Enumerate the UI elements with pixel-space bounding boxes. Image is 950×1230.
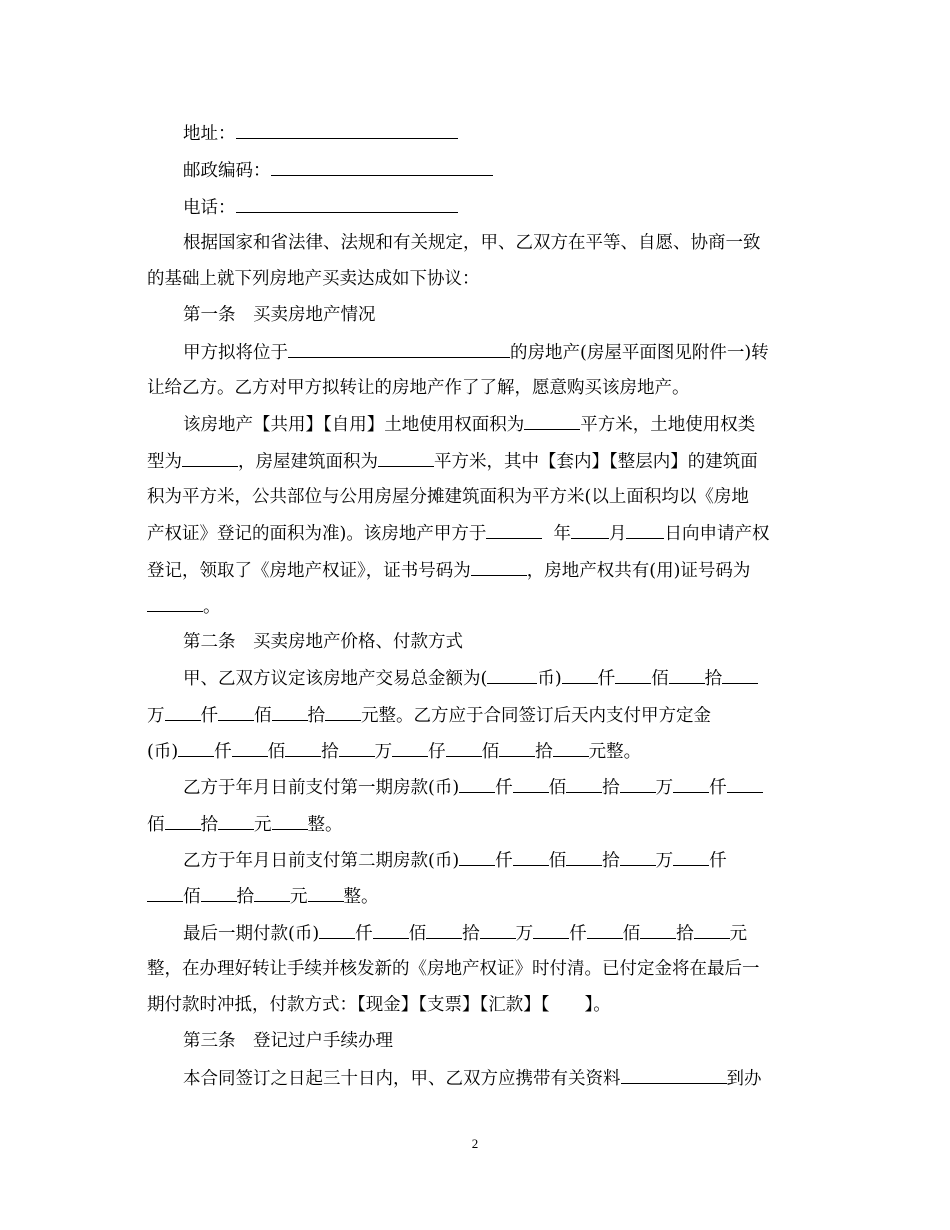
cert-number-blank (471, 558, 527, 576)
article-2-p3-line-1 (183, 848, 727, 873)
text-segment: 甲方拟将位于 (183, 343, 288, 363)
text-segment: 到办 (726, 1069, 762, 1089)
text-segment: 本合同签订之日起三十日内，甲、乙双方应携带有关资料 (183, 1069, 621, 1089)
location-blank (288, 340, 510, 358)
article-1-p2-line-1 (183, 412, 755, 437)
text-segment: 万 (655, 851, 674, 871)
text-segment: (币) (147, 742, 179, 762)
building-area-blank (378, 449, 434, 467)
month-blank (571, 521, 609, 539)
text-segment: 元 (290, 887, 308, 907)
text-segment: 仟 (355, 924, 373, 944)
article-1-p2-line-3: 积为平方米，公共部位与公用房屋分摊建筑面积为平方米(以上面积均以《房地 (147, 487, 749, 507)
text-segment: 佰 (408, 924, 427, 944)
amount-blank (165, 812, 201, 830)
amount-blank (218, 703, 254, 721)
amount-blank (727, 775, 763, 793)
co-ownership-cert-blank (147, 594, 203, 612)
amount-blank (673, 848, 709, 866)
text-segment: 仟 (569, 924, 587, 944)
amount-blank (272, 703, 308, 721)
text-segment: 拾 (602, 778, 620, 798)
text-segment: 仟 (709, 778, 727, 798)
text-segment: 仟 (214, 742, 232, 762)
text-segment: 万 (515, 924, 534, 944)
text-segment: 佰 (147, 815, 165, 835)
text-segment: 年 (553, 524, 571, 544)
text-segment: 型为 (147, 452, 182, 472)
amount-blank (446, 739, 482, 757)
text-segment: 元整。 (588, 742, 642, 762)
amount-blank (426, 921, 462, 939)
amount-blank (480, 921, 516, 939)
text-segment: 元 (729, 924, 748, 944)
article-2-p2-line-2 (147, 812, 343, 837)
phone-label: 电话： (183, 198, 236, 218)
text-segment: ，房屋建筑面积为 (238, 452, 378, 472)
address-line (183, 121, 458, 146)
text-segment: 整。 (307, 815, 343, 835)
amount-blank (218, 812, 254, 830)
article-2-p1-line-2 (147, 703, 711, 728)
article-2-p3-line-2 (147, 884, 379, 909)
amount-blank (339, 739, 375, 757)
text-segment: 乙方于年月日前支付第一期房款(币) (183, 778, 460, 798)
amount-blank (513, 775, 549, 793)
amount-blank (308, 884, 344, 902)
text-segment: 拾 (602, 851, 620, 871)
postcode-line (183, 158, 493, 183)
amount-blank (201, 884, 237, 902)
text-segment: 佰 (183, 887, 201, 907)
text-segment: 万 (655, 778, 674, 798)
text-segment: 万 (147, 706, 165, 726)
article-1-p1-line-1 (183, 340, 769, 365)
text-segment: 元 (254, 815, 272, 835)
amount-blank (553, 739, 589, 757)
text-segment: 日向申请产权 (664, 524, 770, 544)
article-2-p4-line-2: 整，在办理好转让手续并核发新的《房地产权证》时付清。已付定金将在最后一 (147, 959, 760, 979)
amount-blank (566, 848, 602, 866)
article-1-p2-line-5 (147, 558, 750, 583)
text-segment: 拾 (307, 706, 325, 726)
amount-blank (722, 666, 758, 684)
amount-blank (178, 739, 214, 757)
amount-blank (285, 739, 321, 757)
text-segment: 佰 (481, 742, 500, 762)
text-segment: 佰 (254, 706, 272, 726)
text-segment: 登记，领取了《房地产权证》，证书号码为 (147, 561, 471, 581)
text-segment: 产权证》登记的面积为准)。该房地产甲方于 (147, 524, 487, 544)
text-segment: 佰 (548, 851, 567, 871)
text-segment: 仟 (200, 706, 218, 726)
amount-blank (620, 775, 656, 793)
text-segment: 平方米，其中【套内】【整层内】的建筑面 (434, 452, 758, 472)
amount-blank (587, 921, 623, 939)
land-area-blank (524, 412, 580, 430)
text-segment: 拾 (704, 669, 723, 689)
text-segment: 拾 (236, 887, 254, 907)
currency-blank (487, 666, 537, 684)
text-segment: 佰 (548, 778, 567, 798)
text-segment: 仟 (709, 851, 727, 871)
text-segment: 万 (374, 742, 393, 762)
text-segment: 拾 (462, 924, 480, 944)
amount-blank (640, 921, 676, 939)
article-3-p1-line-1 (183, 1066, 762, 1091)
text-segment: 乙方于年月日前支付第二期房款(币) (183, 851, 460, 871)
text-segment: 拾 (321, 742, 339, 762)
text-segment: 拾 (200, 815, 218, 835)
text-segment: 整。 (343, 887, 379, 907)
amount-blank (459, 848, 495, 866)
article-3-title: 第三条 登记过户手续办理 (183, 1031, 393, 1051)
amount-blank (694, 921, 730, 939)
amount-blank (499, 739, 535, 757)
text-segment: 佰 (651, 669, 669, 689)
amount-blank (533, 921, 569, 939)
postcode-blank (271, 158, 493, 176)
text-segment: 拾 (676, 924, 694, 944)
text-segment: 元整。乙方应于合同签订后天内支付甲方定金 (361, 706, 711, 726)
text-segment: 最后一期付款(币) (183, 924, 320, 944)
text-segment: 仟 (495, 778, 513, 798)
text-segment: ，房地产权共有(用)证号码为 (526, 561, 751, 581)
amount-blank (459, 775, 495, 793)
text-segment: 佰 (622, 924, 641, 944)
article-2-p4-line-3: 期付款时冲抵，付款方式：【现金】【支票】【汇款】【 】。 (147, 995, 611, 1015)
intro-line-1: 根据国家和省法律、法规和有关规定，甲、乙双方在平等、自愿、协商一致 (183, 233, 761, 253)
article-1-title: 第一条 买卖房地产情况 (183, 305, 376, 325)
amount-blank (319, 921, 355, 939)
text-segment: 佰 (267, 742, 286, 762)
article-1-p1-line-2: 让给乙方。乙方对甲方拟转让的房地产作了了解，愿意购买该房地产。 (147, 378, 690, 398)
phone-line (183, 195, 458, 220)
amount-blank (673, 775, 709, 793)
text-segment: 月 (608, 524, 627, 544)
amount-blank (513, 848, 549, 866)
amount-blank (373, 921, 409, 939)
address-blank (236, 121, 458, 139)
text-segment: 该房地产【共用】【自用】土地使用权面积为 (183, 415, 525, 435)
amount-blank (566, 775, 602, 793)
amount-blank (669, 666, 705, 684)
amount-blank (392, 739, 428, 757)
amount-blank (165, 703, 201, 721)
amount-blank (620, 848, 656, 866)
address-label: 地址： (183, 124, 236, 144)
text-segment: 仟 (495, 851, 513, 871)
page-number: 2 (471, 1136, 479, 1151)
text-segment: 拾 (535, 742, 553, 762)
postcode-label: 邮政编码： (183, 161, 271, 181)
year-blank (486, 521, 542, 539)
article-1-p2-line-4 (147, 521, 769, 546)
article-2-p2-line-1 (183, 775, 763, 800)
amount-blank (232, 739, 268, 757)
text-segment: 仟 (597, 669, 616, 689)
article-2-p1-line-3 (147, 739, 641, 764)
article-2-p4-line-1 (183, 921, 747, 946)
land-type-blank (182, 449, 238, 467)
amount-blank (325, 703, 361, 721)
amount-blank (254, 884, 290, 902)
article-1-p2-line-6 (147, 594, 221, 619)
article-2-p1-line-1 (183, 666, 758, 691)
text-segment: 甲、乙双方议定该房地产交易总金额为( (183, 669, 488, 689)
article-2-title: 第二条 买卖房地产价格、付款方式 (183, 632, 463, 652)
amount-blank (147, 884, 183, 902)
text-segment: 币) (537, 669, 562, 689)
intro-line-2: 的基础上就下列房地产买卖达成如下协议： (147, 269, 480, 289)
amount-blank (272, 812, 308, 830)
phone-blank (236, 195, 458, 213)
amount-blank (615, 666, 651, 684)
text-segment: 平方米，土地使用权类 (580, 415, 756, 435)
documents-blank (621, 1066, 727, 1084)
text-segment: 仔 (428, 742, 446, 762)
text-segment: 。 (203, 597, 221, 617)
article-1-p2-line-2 (147, 449, 758, 474)
amount-blank (562, 666, 598, 684)
day-blank (626, 521, 664, 539)
text-segment: 的房地产(房屋平面图见附件一)转 (510, 343, 769, 363)
